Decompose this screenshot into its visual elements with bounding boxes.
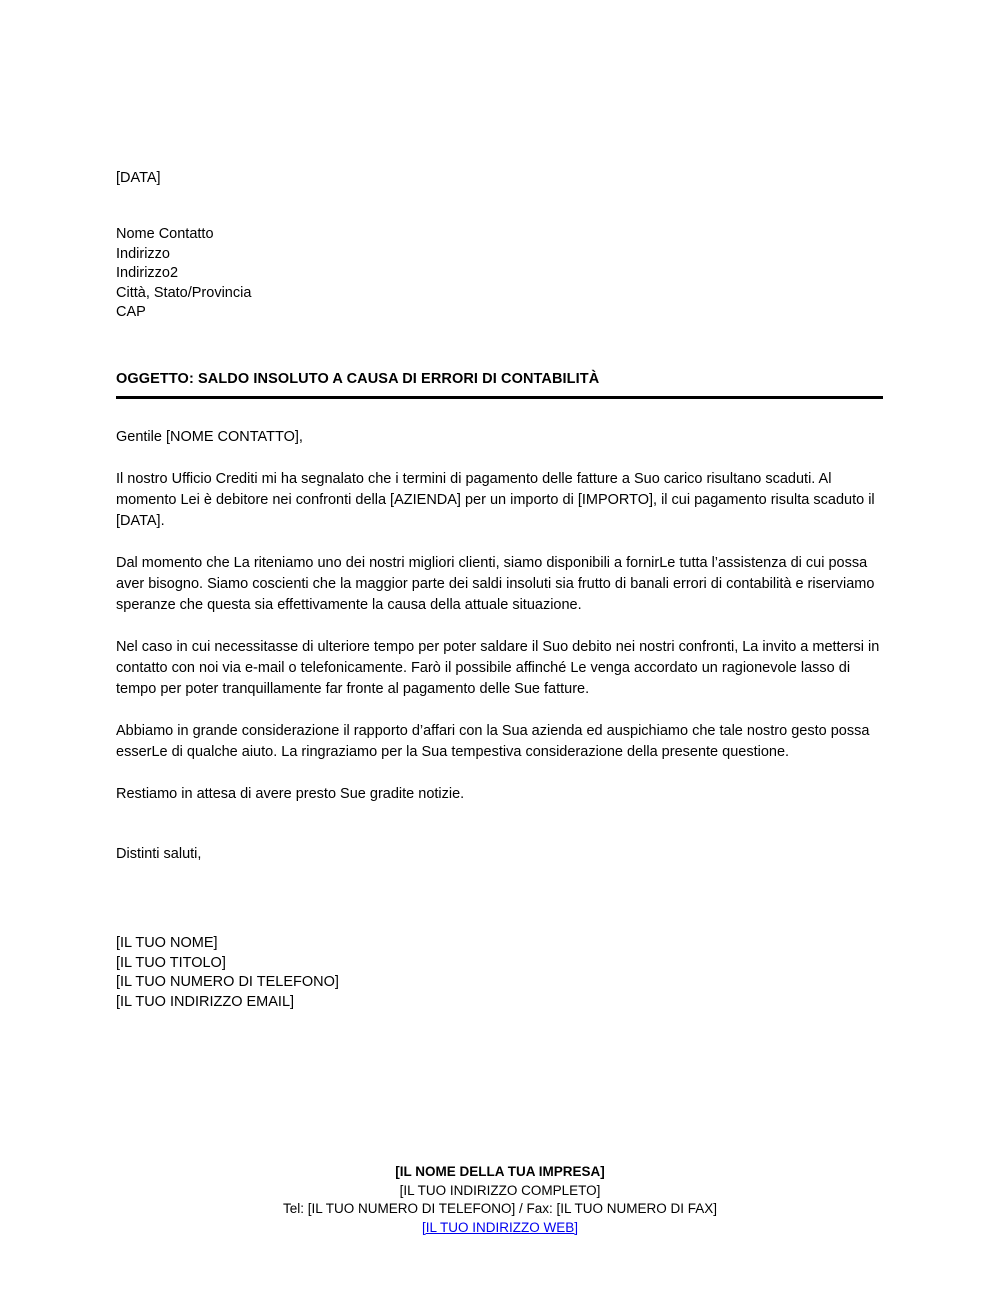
footer-company-address: [IL TUO INDIRIZZO COMPLETO] <box>399 1182 601 1198</box>
horizontal-rule <box>116 396 883 399</box>
recipient-postal-code: CAP <box>116 304 146 320</box>
page-footer <box>0 1163 1000 1237</box>
signer-name: [IL TUO NOME] <box>116 935 218 951</box>
signer-title: [IL TUO TITOLO] <box>116 954 226 971</box>
recipient-address-2: Indirizzo2 <box>116 265 179 281</box>
signer-email: [IL TUO INDIRIZZO EMAIL] <box>116 993 295 1010</box>
letter-body <box>116 427 884 805</box>
signature-block <box>116 934 339 1012</box>
subject-line: OGGETTO: SALDO INSOLUTO A CAUSA DI ERRORI DI CONTABILITÀ <box>116 371 600 387</box>
body-paragraph-2: Dal momento che La riteniamo uno dei nostri migliori clienti, siamo disponibili a fornirLe tutta l’assistenza di cui possa aver bisogno. Siamo coscienti che la maggior parte dei saldi insoluti sia frutto di banali errori di contabilità e riserviamo speranze che questa sia effettivamente la causa della attuale situazione. <box>116 555 875 613</box>
recipient-city-state: Città, Stato/Provincia <box>116 284 252 301</box>
salutation: Gentile [NOME CONTATTO], <box>116 429 303 445</box>
body-paragraph-1: Il nostro Ufficio Crediti mi ha segnalato che i termini di pagamento delle fatture a Suo carico risultano scaduti. Al momento Lei è debitore nei confronti della [AZIENDA] per un importo di [IMPORTO], il cui pagamento risulta scaduto il [DATA]. <box>116 471 875 529</box>
footer-phone-fax: Tel: [IL TUO NUMERO DI TELEFONO] / Fax: [IL TUO NUMERO DI FAX] <box>282 1201 718 1216</box>
body-paragraph-4: Abbiamo in grande considerazione il rapporto d’affari con la Sua azienda ed auspichiamo che tale nostro gesto possa esserLe di qualche aiuto. La ringraziamo per la Sua tempestiva considerazione della presente questione. <box>116 723 870 760</box>
footer-company-name: [IL NOME DELLA TUA IMPRESA] <box>395 1164 605 1179</box>
recipient-name: Nome Contatto <box>116 226 214 242</box>
signer-phone: [IL TUO NUMERO DI TELEFONO] <box>116 974 339 990</box>
closing-line: Distinti saluti, <box>116 846 202 862</box>
body-paragraph-5: Restiamo in attesa di avere presto Sue gradite notizie. <box>116 786 465 802</box>
date-placeholder: [DATA] <box>116 170 161 186</box>
recipient-address-block <box>116 225 251 323</box>
body-paragraph-3: Nel caso in cui necessitasse di ulteriore tempo per poter saldare il Suo debito nei nostri confronti, La invito a mettersi in contatto con noi via e-mail o telefonicamente. Farò il possibile affinché Le venga accordato un ragionevole lasso di tempo per poter tranquillamente far fronte al pagamento delle Sue fatture. <box>116 639 880 697</box>
recipient-address-1: Indirizzo <box>116 245 170 262</box>
footer-website-link[interactable]: [IL TUO INDIRIZZO WEB] <box>421 1219 578 1235</box>
